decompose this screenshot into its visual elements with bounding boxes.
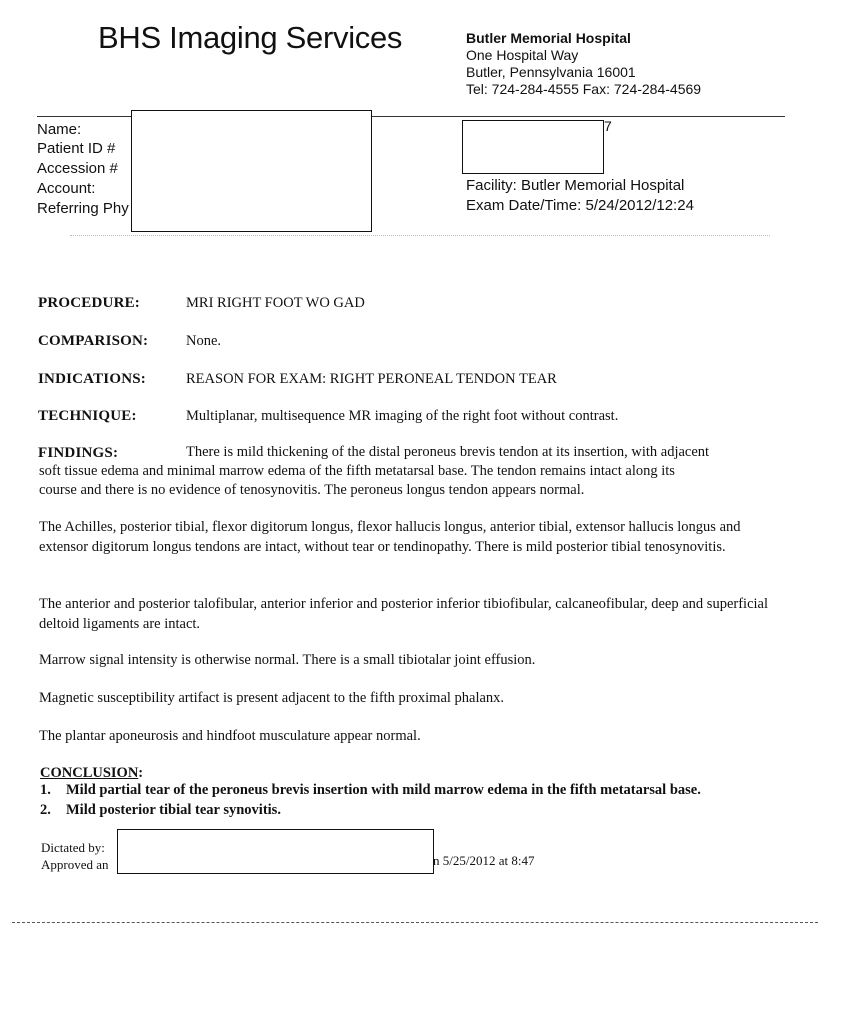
conclusion-label: CONCLUSION [40,765,139,781]
comparison-label: COMPARISON: [38,333,149,349]
hospital-name: Butler Memorial Hospital [466,30,631,46]
conclusion-item-number: 1. [40,782,51,798]
findings-paragraph-plantar [39,727,787,747]
findings-paragraph-marrow [39,651,787,671]
conclusion-item-2 [40,802,281,819]
exam-datetime-line: Exam Date/Time: 5/24/2012/12:24 [466,197,694,214]
name-label: Name: [37,121,82,138]
phone-fax-line: Tel: 724-284-4555 Fax: 724-284-4569 [466,81,702,97]
address-line-1: One Hospital Way [466,47,579,63]
facility-line: Facility: Butler Memorial Hospital [466,177,685,194]
address-line-2: Butler, Pennsylvania 16001 [466,64,636,80]
footer-divider [12,922,818,923]
procedure-value: MRI RIGHT FOOT WO GAD [186,295,365,311]
findings-line-3: course and there is no evidence of tenosynovitis. The peroneus longus tendon appears normal. [39,482,585,498]
fragment-digit: 7 [604,118,612,134]
procedure-label: PROCEDURE: [38,295,140,311]
dictated-by-label: Dictated by: [41,840,105,855]
paragraph-text: The plantar aponeurosis and hindfoot musculature appear normal. [39,728,421,744]
conclusion-colon: : [138,765,144,781]
account-label: Account: [37,180,96,197]
paragraph-text: Marrow signal intensity is otherwise normal. There is a small tibiotalar joint effusion. [39,652,536,668]
redaction-box-signature [117,829,434,874]
findings-paragraph-artifact [39,689,787,709]
conclusion-item-number: 2. [40,802,51,818]
findings-line-1: There is mild thickening of the distal peroneus brevis tendon at its insertion, with adjacent [186,444,710,460]
findings-label: FINDINGS: [38,445,119,461]
referring-physician-label: Referring Phy [37,200,129,217]
approved-label: Approved an [41,857,109,872]
conclusion-heading [40,765,143,782]
paragraph-text: The anterior and posterior talofibular, anterior inferior and posterior inferior tibiofibular, calcaneofibular, deep and superficial deltoid ligaments are intact. [39,596,769,632]
indications-label: INDICATIONS: [38,371,146,387]
paragraph-text: Magnetic susceptibility artifact is present adjacent to the fifth proximal phalanx. [39,690,505,706]
findings-paragraph-tendons [39,518,787,557]
approved-date-line: n 5/25/2012 at 8:47 [433,853,535,868]
conclusion-item-text: Mild posterior tibial tear synovitis. [66,802,281,818]
conclusion-item-text: Mild partial tear of the peroneus brevis insertion with mild marrow edema in the fifth metatarsal base. [66,782,701,798]
technique-value: Multiplanar, multisequence MR imaging of the right foot without contrast. [186,408,619,424]
accession-label: Accession # [37,160,118,177]
technique-label: TECHNIQUE: [38,408,137,424]
findings-line-2: soft tissue edema and minimal marrow edema of the fifth metatarsal base. The tendon remains intact along its [39,463,675,479]
indications-value: REASON FOR EXAM: RIGHT PERONEAL TENDON TEAR [186,371,557,387]
conclusion-item-1 [40,782,701,799]
redaction-box-patient-info [131,110,372,232]
findings-paragraph-ligaments [39,595,787,634]
logo-text: BHS Imaging Services [98,20,403,55]
paragraph-text: The Achilles, posterior tibial, flexor digitorum longus, flexor hallucis longus, anterior tibial, extensor hallucis longus and extensor digitorum longus tendons are intact, without tear or tendinopathy. There is mild posterior tibial tenosynovitis. [39,519,741,555]
comparison-value: None. [186,333,222,349]
dotted-divider [70,235,770,236]
patient-id-label: Patient ID # [37,140,116,157]
redaction-box-mrn [462,120,604,174]
